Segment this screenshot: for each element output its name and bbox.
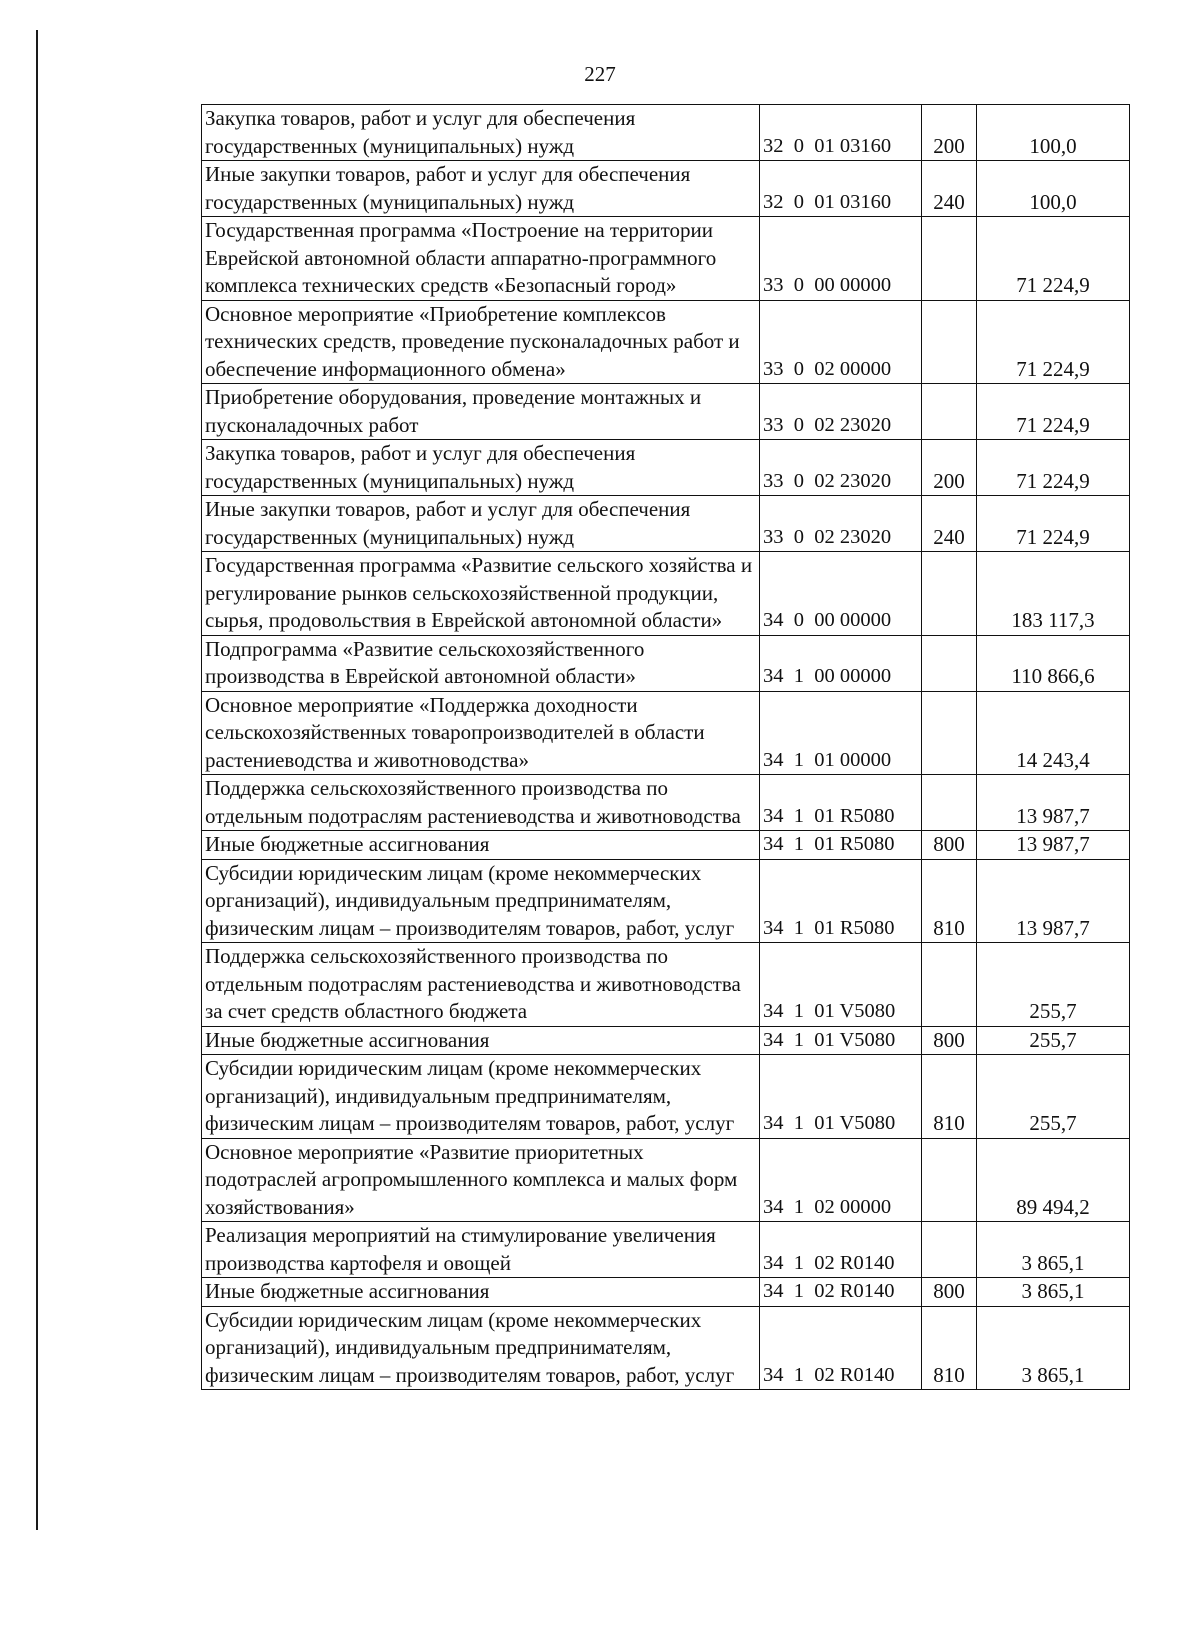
row-name-cell: Закупка товаров, работ и услуг для обеспечения государственных (муниципальных) нужд bbox=[202, 105, 760, 161]
row-target-code-cell: 34 1 01 R5080 bbox=[760, 831, 922, 860]
row-amount-cell: 13 987,7 bbox=[977, 859, 1130, 943]
table-row bbox=[202, 1278, 1130, 1307]
table-row bbox=[202, 440, 1130, 496]
row-amount-cell: 255,7 bbox=[977, 1055, 1130, 1139]
table-row bbox=[202, 1026, 1130, 1055]
row-expense-type-cell: 810 bbox=[922, 859, 977, 943]
row-name-cell: Основное мероприятие «Поддержка доходности сельскохозяйственных товаропроизводителей в области растениеводства и животноводства» bbox=[202, 691, 760, 775]
row-expense-type-cell bbox=[922, 1138, 977, 1222]
row-target-code-cell: 32 0 01 03160 bbox=[760, 105, 922, 161]
row-expense-type-cell bbox=[922, 775, 977, 831]
table-row bbox=[202, 635, 1130, 691]
budget-table-body bbox=[202, 105, 1130, 1390]
row-expense-type-cell bbox=[922, 217, 977, 301]
row-target-code-cell: 34 1 02 R0140 bbox=[760, 1306, 922, 1390]
row-expense-type-cell: 800 bbox=[922, 1278, 977, 1307]
row-amount-cell: 255,7 bbox=[977, 1026, 1130, 1055]
row-target-code-cell: 33 0 00 00000 bbox=[760, 217, 922, 301]
row-name-cell: Основное мероприятие «Приобретение комплексов технических средств, проведение пусконаладочных работ и обеспечение информационного обмена» bbox=[202, 300, 760, 384]
row-amount-cell: 255,7 bbox=[977, 943, 1130, 1027]
row-target-code-cell: 34 1 01 R5080 bbox=[760, 775, 922, 831]
row-amount-cell: 71 224,9 bbox=[977, 496, 1130, 552]
row-amount-cell: 71 224,9 bbox=[977, 217, 1130, 301]
table-row bbox=[202, 217, 1130, 301]
row-expense-type-cell bbox=[922, 1222, 977, 1278]
table-row bbox=[202, 161, 1130, 217]
row-amount-cell: 89 494,2 bbox=[977, 1138, 1130, 1222]
row-expense-type-cell: 810 bbox=[922, 1055, 977, 1139]
scan-edge-line bbox=[36, 30, 38, 1530]
row-name-cell: Государственная программа «Построение на территории Еврейской автономной области аппаратно-программного комплекса технических средств «Безопасный город» bbox=[202, 217, 760, 301]
table-row bbox=[202, 691, 1130, 775]
row-name-cell: Реализация мероприятий на стимулирование увеличения производства картофеля и овощей bbox=[202, 1222, 760, 1278]
row-expense-type-cell bbox=[922, 552, 977, 636]
row-target-code-cell: 34 1 01 V5080 bbox=[760, 1026, 922, 1055]
table-row bbox=[202, 831, 1130, 860]
row-expense-type-cell bbox=[922, 384, 977, 440]
row-target-code-cell: 34 1 01 V5080 bbox=[760, 943, 922, 1027]
row-expense-type-cell: 810 bbox=[922, 1306, 977, 1390]
row-expense-type-cell bbox=[922, 300, 977, 384]
table-row bbox=[202, 1138, 1130, 1222]
row-name-cell: Иные бюджетные ассигнования bbox=[202, 1026, 760, 1055]
row-expense-type-cell: 800 bbox=[922, 831, 977, 860]
row-expense-type-cell: 800 bbox=[922, 1026, 977, 1055]
row-expense-type-cell bbox=[922, 635, 977, 691]
row-amount-cell: 13 987,7 bbox=[977, 775, 1130, 831]
row-name-cell: Основное мероприятие «Развитие приоритетных подотраслей агропромышленного комплекса и малых форм хозяйствования» bbox=[202, 1138, 760, 1222]
row-name-cell: Поддержка сельскохозяйственного производства по отдельным подотраслям растениеводства и животноводства bbox=[202, 775, 760, 831]
row-expense-type-cell: 240 bbox=[922, 496, 977, 552]
row-target-code-cell: 33 0 02 23020 bbox=[760, 384, 922, 440]
row-amount-cell: 100,0 bbox=[977, 105, 1130, 161]
row-amount-cell: 3 865,1 bbox=[977, 1306, 1130, 1390]
row-target-code-cell: 34 1 00 00000 bbox=[760, 635, 922, 691]
row-amount-cell: 71 224,9 bbox=[977, 384, 1130, 440]
table-row bbox=[202, 496, 1130, 552]
row-target-code-cell: 34 0 00 00000 bbox=[760, 552, 922, 636]
row-name-cell: Субсидии юридическим лицам (кроме некоммерческих организаций), индивидуальным предпринимателям, физическим лицам – производителям товаров, работ, услуг bbox=[202, 859, 760, 943]
row-amount-cell: 3 865,1 bbox=[977, 1222, 1130, 1278]
table-row bbox=[202, 105, 1130, 161]
row-target-code-cell: 33 0 02 23020 bbox=[760, 440, 922, 496]
row-amount-cell: 71 224,9 bbox=[977, 300, 1130, 384]
row-amount-cell: 13 987,7 bbox=[977, 831, 1130, 860]
row-target-code-cell: 34 1 01 00000 bbox=[760, 691, 922, 775]
table-row bbox=[202, 1055, 1130, 1139]
row-amount-cell: 110 866,6 bbox=[977, 635, 1130, 691]
row-amount-cell: 71 224,9 bbox=[977, 440, 1130, 496]
row-name-cell: Иные бюджетные ассигнования bbox=[202, 831, 760, 860]
row-target-code-cell: 34 1 01 V5080 bbox=[760, 1055, 922, 1139]
row-target-code-cell: 34 1 02 00000 bbox=[760, 1138, 922, 1222]
row-expense-type-cell bbox=[922, 943, 977, 1027]
row-name-cell: Приобретение оборудования, проведение монтажных и пусконаладочных работ bbox=[202, 384, 760, 440]
row-target-code-cell: 33 0 02 00000 bbox=[760, 300, 922, 384]
row-name-cell: Подпрограмма «Развитие сельскохозяйственного производства в Еврейской автономной области» bbox=[202, 635, 760, 691]
table-row bbox=[202, 1222, 1130, 1278]
page-number: 227 bbox=[584, 62, 616, 86]
row-amount-cell: 100,0 bbox=[977, 161, 1130, 217]
row-expense-type-cell bbox=[922, 691, 977, 775]
table-row bbox=[202, 384, 1130, 440]
budget-table bbox=[201, 104, 1130, 1390]
row-amount-cell: 183 117,3 bbox=[977, 552, 1130, 636]
row-name-cell: Государственная программа «Развитие сельского хозяйства и регулирование рынков сельскохозяйственной продукции, сырья, продовольствия в Еврейской автономной области» bbox=[202, 552, 760, 636]
row-expense-type-cell: 240 bbox=[922, 161, 977, 217]
row-target-code-cell: 34 1 02 R0140 bbox=[760, 1278, 922, 1307]
row-name-cell: Иные закупки товаров, работ и услуг для обеспечения государственных (муниципальных) нужд bbox=[202, 161, 760, 217]
row-target-code-cell: 32 0 01 03160 bbox=[760, 161, 922, 217]
row-target-code-cell: 34 1 01 R5080 bbox=[760, 859, 922, 943]
row-target-code-cell: 33 0 02 23020 bbox=[760, 496, 922, 552]
row-expense-type-cell: 200 bbox=[922, 105, 977, 161]
row-name-cell: Иные закупки товаров, работ и услуг для обеспечения государственных (муниципальных) нужд bbox=[202, 496, 760, 552]
table-row bbox=[202, 300, 1130, 384]
row-target-code-cell: 34 1 02 R0140 bbox=[760, 1222, 922, 1278]
table-row bbox=[202, 1306, 1130, 1390]
row-amount-cell: 3 865,1 bbox=[977, 1278, 1130, 1307]
row-amount-cell: 14 243,4 bbox=[977, 691, 1130, 775]
row-name-cell: Закупка товаров, работ и услуг для обеспечения государственных (муниципальных) нужд bbox=[202, 440, 760, 496]
row-name-cell: Поддержка сельскохозяйственного производства по отдельным подотраслям растениеводства и животноводства за счет средств областного бюджета bbox=[202, 943, 760, 1027]
row-expense-type-cell: 200 bbox=[922, 440, 977, 496]
table-row bbox=[202, 859, 1130, 943]
table-row bbox=[202, 775, 1130, 831]
row-name-cell: Субсидии юридическим лицам (кроме некоммерческих организаций), индивидуальным предпринимателям, физическим лицам – производителям товаров, работ, услуг bbox=[202, 1306, 760, 1390]
table-row bbox=[202, 552, 1130, 636]
row-name-cell: Иные бюджетные ассигнования bbox=[202, 1278, 760, 1307]
row-name-cell: Субсидии юридическим лицам (кроме некоммерческих организаций), индивидуальным предпринимателям, физическим лицам – производителям товаров, работ, услуг bbox=[202, 1055, 760, 1139]
table-row bbox=[202, 943, 1130, 1027]
